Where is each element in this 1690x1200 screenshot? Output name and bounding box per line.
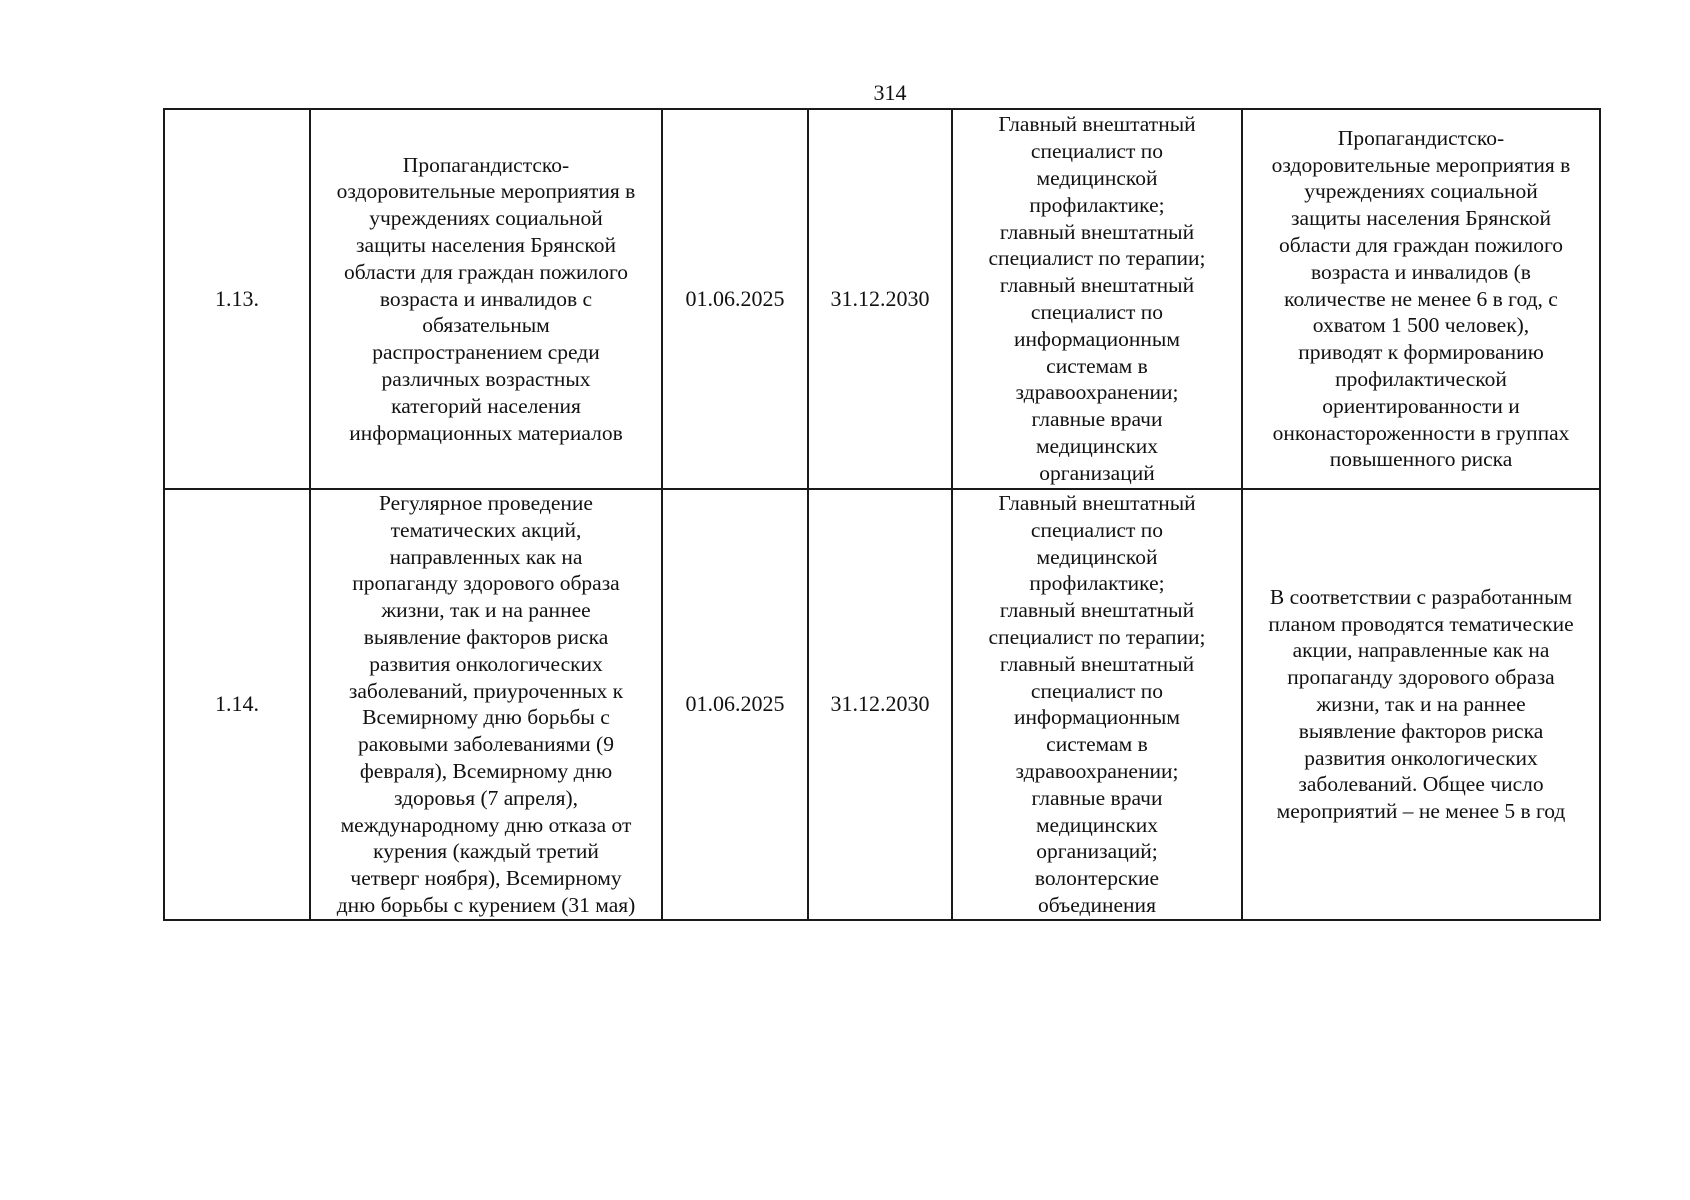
- measures-table: [163, 108, 1601, 921]
- row-number: 1.13.: [215, 285, 259, 311]
- end-date-cell: [808, 109, 952, 489]
- start-date-cell: [662, 109, 808, 489]
- result-cell: [1242, 489, 1600, 920]
- activity-cell: [310, 489, 662, 920]
- result-text: Пропагандистско- оздоровительные мероприятия в учреждениях социальной защиты населения Брянской области для граждан пожилого возраста и инвалидов (в количестве не менее 6 в год, с охватом 1 500 человек), приводят к формированию профилактической ориентированности и онконастороженности в группах повышенного риска: [1271, 125, 1571, 472]
- start-date: 01.06.2025: [685, 690, 785, 716]
- responsible-cell: [952, 109, 1242, 489]
- page-number: 314: [873, 80, 907, 105]
- table-row: [164, 109, 1600, 489]
- start-date: 01.06.2025: [685, 285, 785, 311]
- end-date: 31.12.2030: [830, 285, 930, 311]
- row-number: 1.14.: [215, 690, 259, 716]
- row-number-cell: [164, 489, 310, 920]
- responsible-text: Главный внештатный специалист по медицинской профилактике; главный внештатный специалист по терапии; главный внештатный специалист по информационным системам в здравоохранении; главные врачи медицинских организаций: [988, 112, 1206, 485]
- end-date-cell: [808, 489, 952, 920]
- responsible-cell: [952, 489, 1242, 920]
- activity-text: Пропагандистско- оздоровительные мероприятия в учреждениях социальной защиты населения Брянской области для граждан пожилого возраста и инвалидов с обязательным распространением среди различных возрастных категорий населения информационных материалов: [336, 152, 636, 445]
- row-number-cell: [164, 109, 310, 489]
- result-text: В соответствии с разработанным планом проводятся тематические акции, направленные как на пропаганду здорового образа жизни, так и на раннее выявление факторов риска развития онкологических заболеваний. Общее число мероприятий – не менее 5 в год: [1268, 584, 1574, 824]
- result-cell: [1242, 109, 1600, 489]
- activity-cell: [310, 109, 662, 489]
- activity-text: Регулярное проведение тематических акций, направленных как на пропаганду здорового образа жизни, так и на раннее выявление факторов риска развития онкологических заболеваний, приуроченных к Всемирному дню борьбы с раковыми заболеваниями (9 февраля), Всемирному дню здоровья (7 апреля), международному дню отказа от курения (каждый третий четверг ноября), Всемирному дню борьбы с курением (31 мая): [336, 491, 636, 917]
- table-row: [164, 489, 1600, 920]
- responsible-text: Главный внештатный специалист по медицинской профилактике; главный внештатный специалист по терапии; главный внештатный специалист по информационным системам в здравоохранении; главные врачи медицинских организаций; волонтерские объединения: [988, 491, 1206, 917]
- end-date: 31.12.2030: [830, 690, 930, 716]
- start-date-cell: [662, 489, 808, 920]
